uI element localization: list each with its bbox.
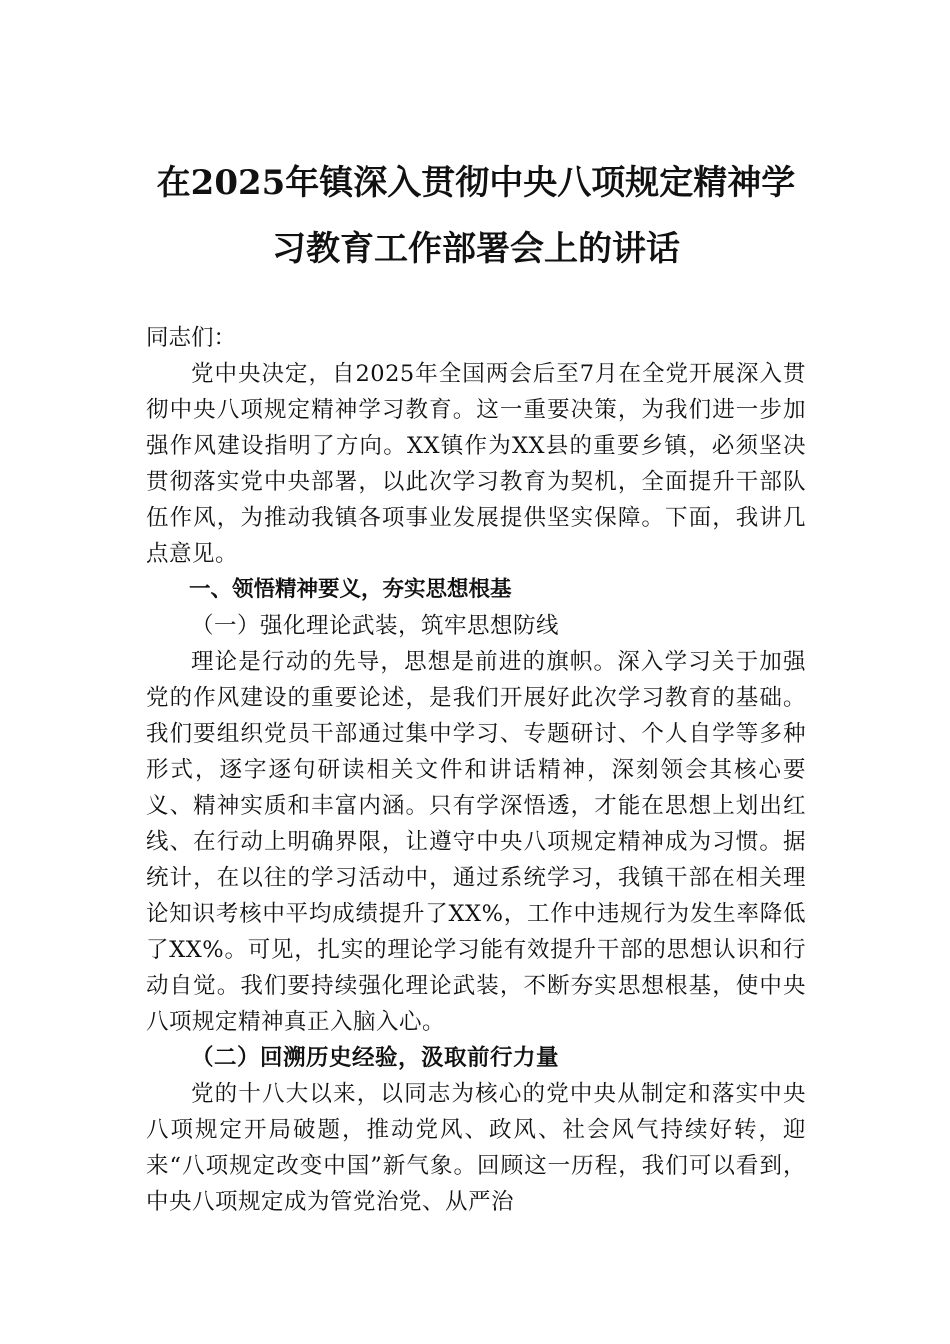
subsection-1-paragraph: 理论是行动的先导，思想是前进的旗帜。深入学习关于加强党的作风建设的重要论述，是我们开展好此次学习教育的基础。我们要组织党员干部通过集中学习、专题研讨、个人自学等多种形式，逐字逐句研读相关文件和讲话精神，深刻领会其核心要义、精神实质和丰富内涵。只有学深悟透，才能在思想上划出红线、在行动上明确界限，让遵守中央八项规定精神成为习惯。据统计，在以往的学习活动中，通过系统学习，我镇干部在相关理论知识考核中平均成绩提升了XX%，工作中违规行为发生率降低了XX%。可见，扎实的理论学习能有效提升干部的思想认识和行动自觉。我们要持续强化理论武装，不断夯实思想根基，使中央八项规定精神真正入脑入心。: [146, 649, 806, 1035]
subsection-1-heading: （一）强化理论武装，筑牢思想防线: [191, 613, 560, 639]
title-line-1: 在2025年镇深入贯彻中央八项规定精神学: [156, 163, 796, 203]
subsection-2-paragraph: 党的十八大以来，以同志为核心的党中央从制定和落实中央八项规定开局破题，推动党风、政风、社会风气持续好转，迎来“八项规定改变中国”新气象。回顾这一历程，我们可以看到，中央八项规定成为管党治党、从严治: [146, 1081, 806, 1215]
salutation: 同志们：: [146, 325, 237, 351]
section-1-heading: 一、领悟精神要义，夯实思想根基: [189, 577, 512, 602]
document-page: [146, 150, 806, 1220]
document-body: [146, 320, 806, 1220]
title-line-2: 习教育工作部署会上的讲话: [272, 229, 680, 269]
document-title: [134, 150, 818, 282]
intro-paragraph: 党中央决定，自2025年全国两会后至7月在全党开展深入贯彻中央八项规定精神学习教育。这一重要决策，为我们进一步加强作风建设指明了方向。XX镇作为XX县的重要乡镇，必须坚决贯彻落实党中央部署，以此次学习教育为契机，全面提升干部队伍作风，为推动我镇各项事业发展提供坚实保障。下面，我讲几点意见。: [146, 361, 806, 567]
subsection-2-heading: （二）回溯历史经验，汲取前行力量: [191, 1045, 560, 1071]
